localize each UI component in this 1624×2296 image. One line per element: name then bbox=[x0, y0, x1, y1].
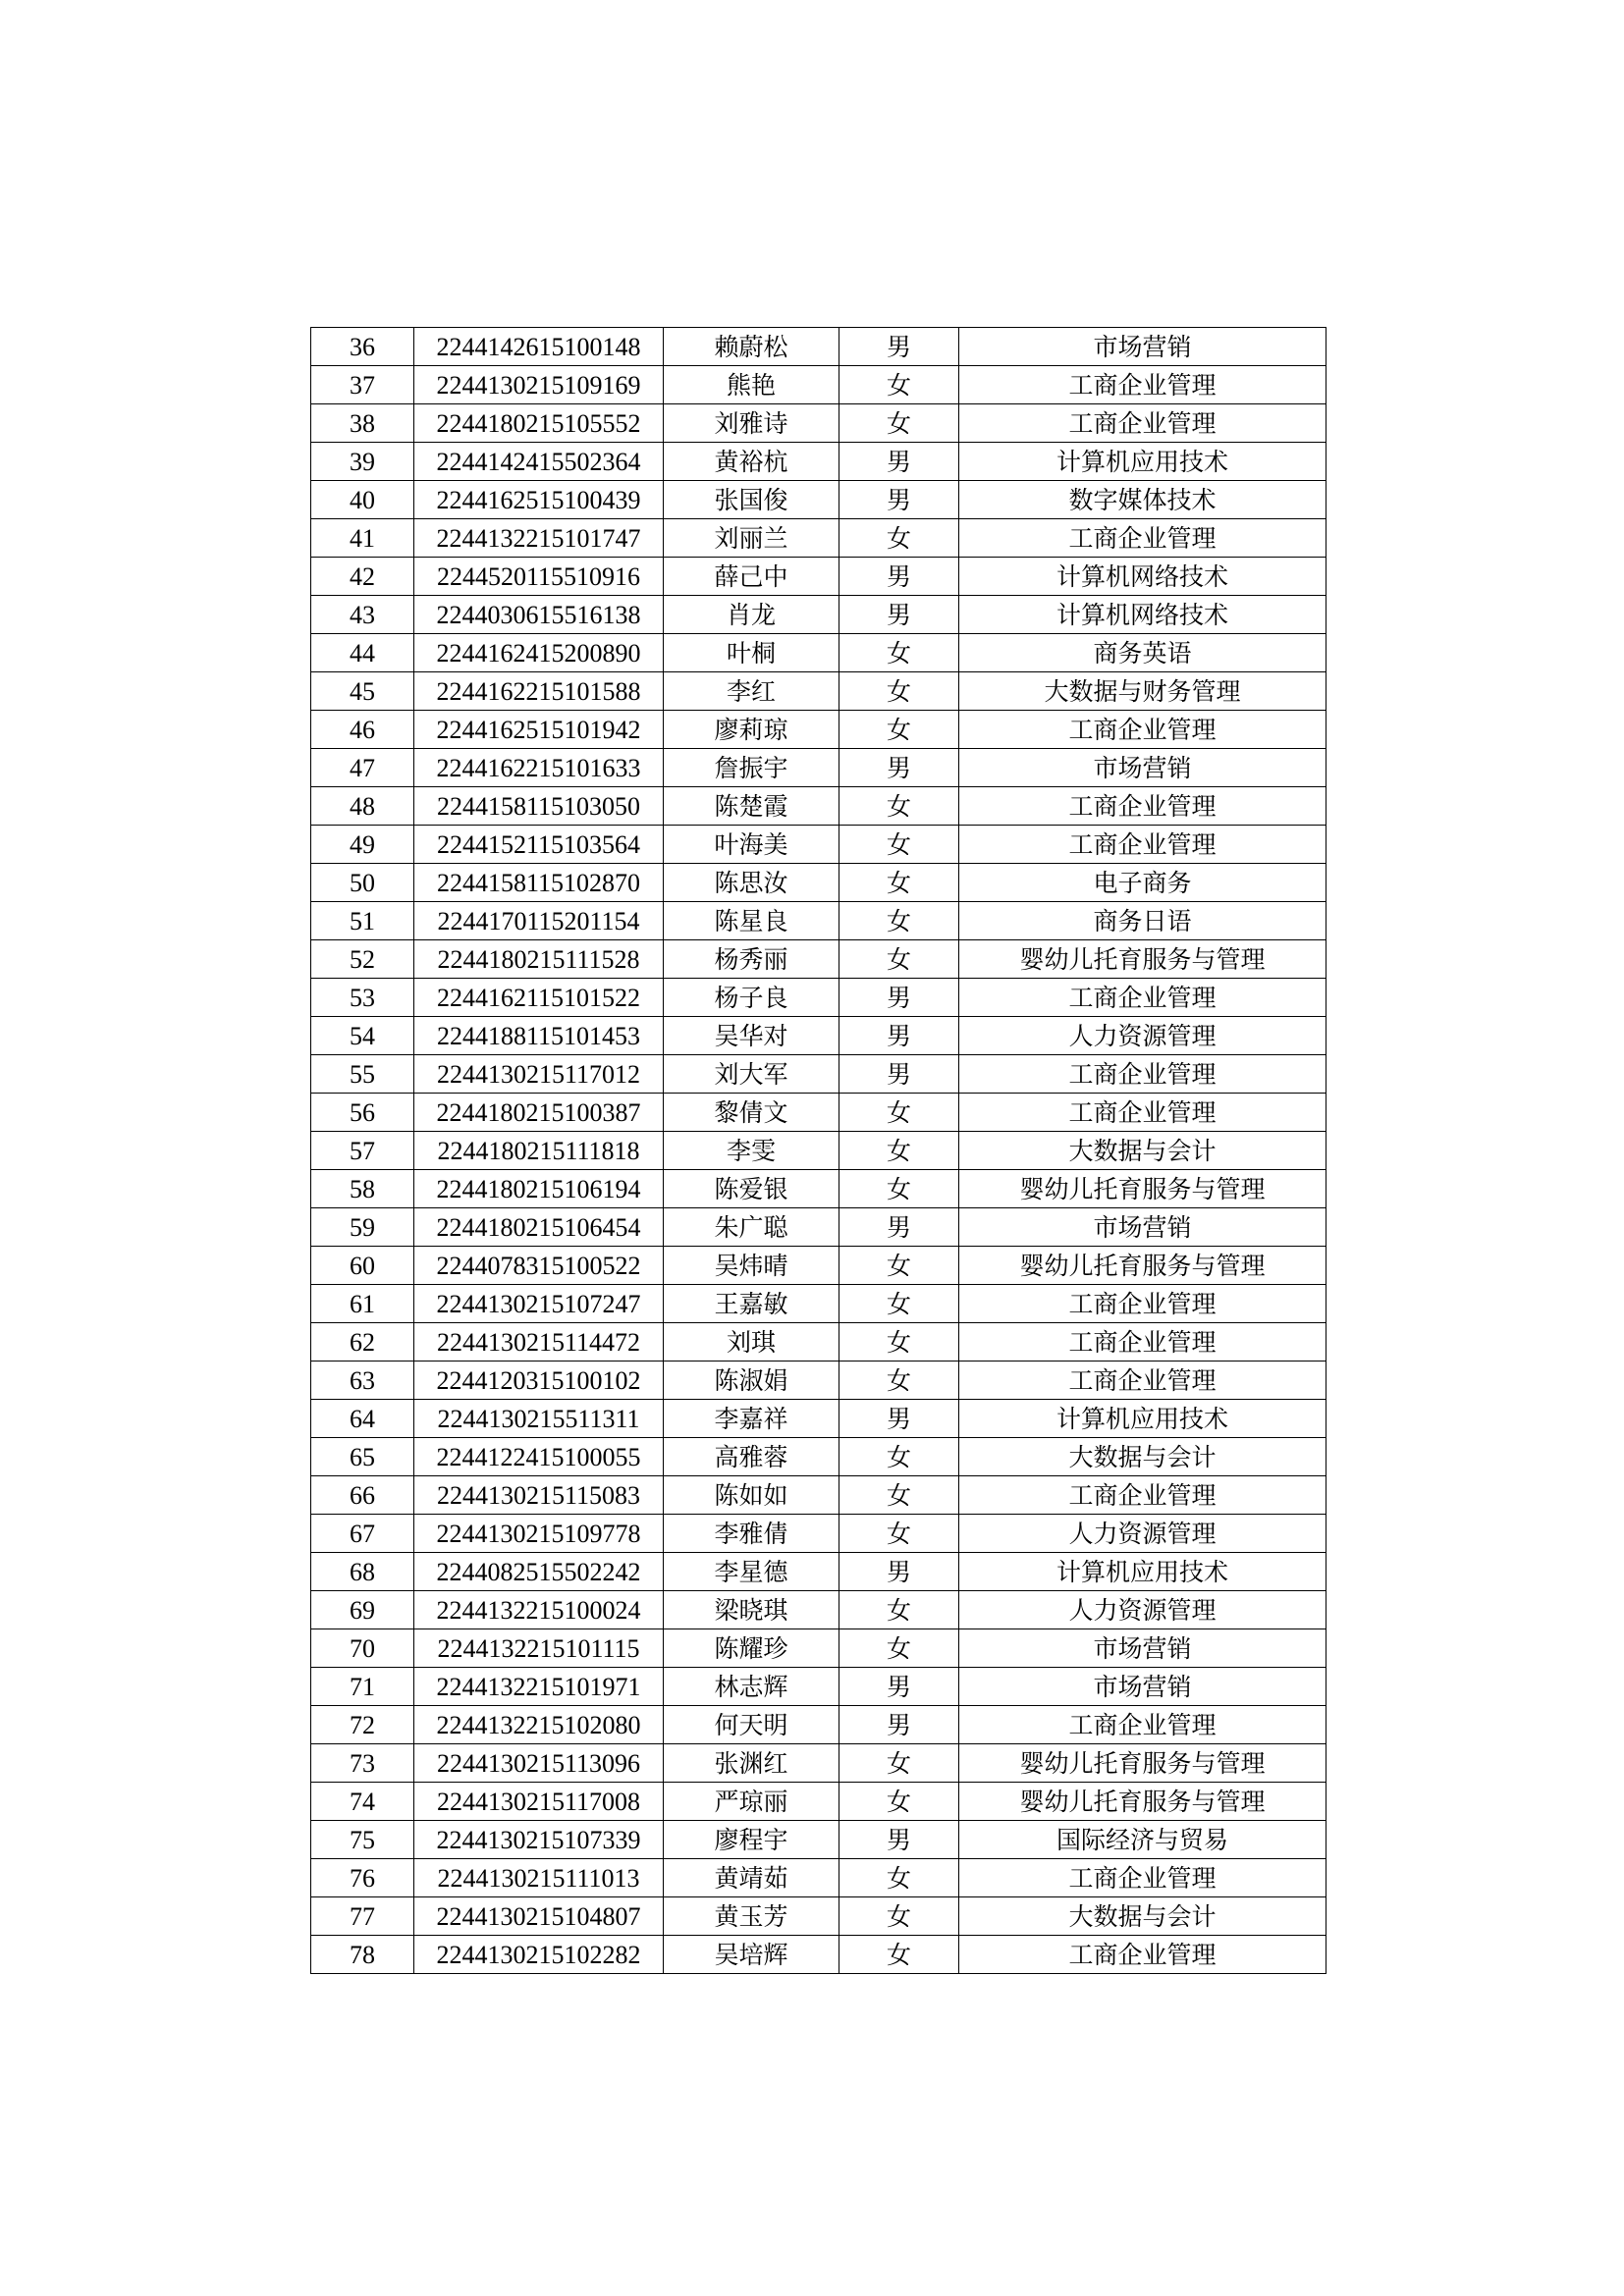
student-name-cell: 李雅倩 bbox=[664, 1515, 839, 1553]
major-cell: 数字媒体技术 bbox=[959, 481, 1326, 519]
table-row bbox=[311, 1897, 1326, 1936]
student-id-cell: 2244130215117012 bbox=[414, 1055, 664, 1094]
student-list-table bbox=[310, 327, 1326, 1974]
major-cell: 人力资源管理 bbox=[959, 1591, 1326, 1629]
gender-cell: 女 bbox=[839, 1323, 959, 1362]
table-row bbox=[311, 519, 1326, 558]
table-row bbox=[311, 1323, 1326, 1362]
gender-cell: 女 bbox=[839, 940, 959, 979]
row-number-cell: 47 bbox=[311, 749, 414, 787]
row-number-cell: 52 bbox=[311, 940, 414, 979]
row-number-cell: 44 bbox=[311, 634, 414, 672]
major-cell: 大数据与会计 bbox=[959, 1438, 1326, 1476]
gender-cell: 女 bbox=[839, 1783, 959, 1821]
row-number-cell: 71 bbox=[311, 1668, 414, 1706]
student-id-cell: 2244158115103050 bbox=[414, 787, 664, 826]
row-number-cell: 53 bbox=[311, 979, 414, 1017]
table-row bbox=[311, 1591, 1326, 1629]
row-number-cell: 68 bbox=[311, 1553, 414, 1591]
major-cell: 工商企业管理 bbox=[959, 787, 1326, 826]
student-name-cell: 李雯 bbox=[664, 1132, 839, 1170]
row-number-cell: 58 bbox=[311, 1170, 414, 1208]
row-number-cell: 41 bbox=[311, 519, 414, 558]
major-cell: 婴幼儿托育服务与管理 bbox=[959, 1247, 1326, 1285]
student-id-cell: 2244030615516138 bbox=[414, 596, 664, 634]
row-number-cell: 43 bbox=[311, 596, 414, 634]
row-number-cell: 65 bbox=[311, 1438, 414, 1476]
major-cell: 商务英语 bbox=[959, 634, 1326, 672]
gender-cell: 女 bbox=[839, 787, 959, 826]
table-row bbox=[311, 979, 1326, 1017]
row-number-cell: 62 bbox=[311, 1323, 414, 1362]
student-id-cell: 2244132215101971 bbox=[414, 1668, 664, 1706]
student-name-cell: 何天明 bbox=[664, 1706, 839, 1744]
student-id-cell: 2244152115103564 bbox=[414, 826, 664, 864]
major-cell: 工商企业管理 bbox=[959, 1476, 1326, 1515]
student-name-cell: 黄靖茹 bbox=[664, 1859, 839, 1897]
gender-cell: 女 bbox=[839, 1132, 959, 1170]
table-row bbox=[311, 864, 1326, 902]
gender-cell: 男 bbox=[839, 1208, 959, 1247]
row-number-cell: 66 bbox=[311, 1476, 414, 1515]
major-cell: 人力资源管理 bbox=[959, 1017, 1326, 1055]
student-id-cell: 2244520115510916 bbox=[414, 558, 664, 596]
row-number-cell: 59 bbox=[311, 1208, 414, 1247]
student-id-cell: 2244130215102282 bbox=[414, 1936, 664, 1974]
major-cell: 工商企业管理 bbox=[959, 366, 1326, 404]
table-row bbox=[311, 1247, 1326, 1285]
student-id-cell: 2244162215101588 bbox=[414, 672, 664, 711]
student-name-cell: 黄裕杭 bbox=[664, 443, 839, 481]
row-number-cell: 54 bbox=[311, 1017, 414, 1055]
student-id-cell: 2244188115101453 bbox=[414, 1017, 664, 1055]
student-id-cell: 2244130215107339 bbox=[414, 1821, 664, 1859]
major-cell: 电子商务 bbox=[959, 864, 1326, 902]
student-name-cell: 朱广聪 bbox=[664, 1208, 839, 1247]
row-number-cell: 45 bbox=[311, 672, 414, 711]
table-row bbox=[311, 481, 1326, 519]
gender-cell: 男 bbox=[839, 1017, 959, 1055]
major-cell: 大数据与财务管理 bbox=[959, 672, 1326, 711]
row-number-cell: 39 bbox=[311, 443, 414, 481]
student-id-cell: 2244130215511311 bbox=[414, 1400, 664, 1438]
gender-cell: 女 bbox=[839, 711, 959, 749]
student-name-cell: 刘雅诗 bbox=[664, 404, 839, 443]
gender-cell: 女 bbox=[839, 1897, 959, 1936]
table-row bbox=[311, 558, 1326, 596]
student-id-cell: 2244180215111818 bbox=[414, 1132, 664, 1170]
major-cell: 工商企业管理 bbox=[959, 1055, 1326, 1094]
major-cell: 计算机应用技术 bbox=[959, 1553, 1326, 1591]
student-list-body bbox=[311, 328, 1326, 1974]
major-cell: 大数据与会计 bbox=[959, 1897, 1326, 1936]
major-cell: 计算机网络技术 bbox=[959, 596, 1326, 634]
student-id-cell: 2244130215107247 bbox=[414, 1285, 664, 1323]
student-id-cell: 2244122415100055 bbox=[414, 1438, 664, 1476]
student-id-cell: 2244162515101942 bbox=[414, 711, 664, 749]
gender-cell: 女 bbox=[839, 519, 959, 558]
table-row bbox=[311, 1400, 1326, 1438]
student-name-cell: 廖程宇 bbox=[664, 1821, 839, 1859]
table-row bbox=[311, 1821, 1326, 1859]
student-id-cell: 2244180215100387 bbox=[414, 1094, 664, 1132]
table-row bbox=[311, 443, 1326, 481]
student-id-cell: 2244180215106454 bbox=[414, 1208, 664, 1247]
student-id-cell: 2244142415502364 bbox=[414, 443, 664, 481]
student-name-cell: 张国俊 bbox=[664, 481, 839, 519]
row-number-cell: 67 bbox=[311, 1515, 414, 1553]
major-cell: 工商企业管理 bbox=[959, 711, 1326, 749]
student-name-cell: 林志辉 bbox=[664, 1668, 839, 1706]
student-id-cell: 2244130215114472 bbox=[414, 1323, 664, 1362]
row-number-cell: 51 bbox=[311, 902, 414, 940]
student-name-cell: 陈爱银 bbox=[664, 1170, 839, 1208]
row-number-cell: 57 bbox=[311, 1132, 414, 1170]
row-number-cell: 77 bbox=[311, 1897, 414, 1936]
student-name-cell: 詹振宇 bbox=[664, 749, 839, 787]
student-name-cell: 刘丽兰 bbox=[664, 519, 839, 558]
row-number-cell: 75 bbox=[311, 1821, 414, 1859]
student-id-cell: 2244180215105552 bbox=[414, 404, 664, 443]
table-row bbox=[311, 1362, 1326, 1400]
student-id-cell: 2244132215100024 bbox=[414, 1591, 664, 1629]
table-row bbox=[311, 1783, 1326, 1821]
student-name-cell: 陈如如 bbox=[664, 1476, 839, 1515]
major-cell: 工商企业管理 bbox=[959, 519, 1326, 558]
major-cell: 市场营销 bbox=[959, 1208, 1326, 1247]
major-cell: 大数据与会计 bbox=[959, 1132, 1326, 1170]
gender-cell: 女 bbox=[839, 672, 959, 711]
gender-cell: 男 bbox=[839, 1553, 959, 1591]
gender-cell: 男 bbox=[839, 558, 959, 596]
gender-cell: 男 bbox=[839, 328, 959, 366]
student-id-cell: 2244132215101747 bbox=[414, 519, 664, 558]
student-name-cell: 李嘉祥 bbox=[664, 1400, 839, 1438]
student-id-cell: 2244162115101522 bbox=[414, 979, 664, 1017]
student-name-cell: 廖莉琼 bbox=[664, 711, 839, 749]
row-number-cell: 78 bbox=[311, 1936, 414, 1974]
gender-cell: 男 bbox=[839, 979, 959, 1017]
gender-cell: 女 bbox=[839, 1438, 959, 1476]
student-name-cell: 黎倩文 bbox=[664, 1094, 839, 1132]
gender-cell: 女 bbox=[839, 864, 959, 902]
table-row bbox=[311, 1668, 1326, 1706]
major-cell: 市场营销 bbox=[959, 328, 1326, 366]
table-row bbox=[311, 1859, 1326, 1897]
table-row bbox=[311, 1438, 1326, 1476]
student-name-cell: 梁晓琪 bbox=[664, 1591, 839, 1629]
student-id-cell: 2244078315100522 bbox=[414, 1247, 664, 1285]
row-number-cell: 64 bbox=[311, 1400, 414, 1438]
gender-cell: 女 bbox=[839, 1247, 959, 1285]
major-cell: 计算机应用技术 bbox=[959, 1400, 1326, 1438]
student-id-cell: 2244132215101115 bbox=[414, 1629, 664, 1668]
table-row bbox=[311, 902, 1326, 940]
table-row bbox=[311, 826, 1326, 864]
student-name-cell: 吴炜晴 bbox=[664, 1247, 839, 1285]
major-cell: 婴幼儿托育服务与管理 bbox=[959, 1170, 1326, 1208]
gender-cell: 女 bbox=[839, 902, 959, 940]
major-cell: 工商企业管理 bbox=[959, 404, 1326, 443]
gender-cell: 男 bbox=[839, 596, 959, 634]
table-row bbox=[311, 1094, 1326, 1132]
table-row bbox=[311, 787, 1326, 826]
gender-cell: 女 bbox=[839, 404, 959, 443]
student-id-cell: 2244170115201154 bbox=[414, 902, 664, 940]
major-cell: 工商企业管理 bbox=[959, 1094, 1326, 1132]
student-name-cell: 高雅蓉 bbox=[664, 1438, 839, 1476]
student-id-cell: 2244162215101633 bbox=[414, 749, 664, 787]
major-cell: 工商企业管理 bbox=[959, 826, 1326, 864]
table-row bbox=[311, 1170, 1326, 1208]
major-cell: 工商企业管理 bbox=[959, 979, 1326, 1017]
student-id-cell: 2244130215111013 bbox=[414, 1859, 664, 1897]
major-cell: 工商企业管理 bbox=[959, 1706, 1326, 1744]
student-name-cell: 刘大军 bbox=[664, 1055, 839, 1094]
gender-cell: 男 bbox=[839, 1668, 959, 1706]
table-row bbox=[311, 1285, 1326, 1323]
major-cell: 计算机网络技术 bbox=[959, 558, 1326, 596]
table-row bbox=[311, 596, 1326, 634]
student-name-cell: 陈思汝 bbox=[664, 864, 839, 902]
major-cell: 国际经济与贸易 bbox=[959, 1821, 1326, 1859]
table-row bbox=[311, 711, 1326, 749]
row-number-cell: 76 bbox=[311, 1859, 414, 1897]
major-cell: 市场营销 bbox=[959, 1629, 1326, 1668]
major-cell: 市场营销 bbox=[959, 749, 1326, 787]
table-row bbox=[311, 1553, 1326, 1591]
row-number-cell: 48 bbox=[311, 787, 414, 826]
major-cell: 人力资源管理 bbox=[959, 1515, 1326, 1553]
student-id-cell: 2244162415200890 bbox=[414, 634, 664, 672]
student-name-cell: 李星德 bbox=[664, 1553, 839, 1591]
row-number-cell: 46 bbox=[311, 711, 414, 749]
student-name-cell: 杨子良 bbox=[664, 979, 839, 1017]
row-number-cell: 49 bbox=[311, 826, 414, 864]
student-id-cell: 2244180215111528 bbox=[414, 940, 664, 979]
student-id-cell: 2244120315100102 bbox=[414, 1362, 664, 1400]
student-name-cell: 陈楚霞 bbox=[664, 787, 839, 826]
gender-cell: 女 bbox=[839, 1629, 959, 1668]
student-id-cell: 2244180215106194 bbox=[414, 1170, 664, 1208]
student-name-cell: 陈耀珍 bbox=[664, 1629, 839, 1668]
table-row bbox=[311, 749, 1326, 787]
row-number-cell: 69 bbox=[311, 1591, 414, 1629]
row-number-cell: 42 bbox=[311, 558, 414, 596]
row-number-cell: 60 bbox=[311, 1247, 414, 1285]
student-id-cell: 2244130215109169 bbox=[414, 366, 664, 404]
student-name-cell: 严琼丽 bbox=[664, 1783, 839, 1821]
row-number-cell: 61 bbox=[311, 1285, 414, 1323]
gender-cell: 女 bbox=[839, 1170, 959, 1208]
major-cell: 工商企业管理 bbox=[959, 1859, 1326, 1897]
student-id-cell: 2244132215102080 bbox=[414, 1706, 664, 1744]
row-number-cell: 40 bbox=[311, 481, 414, 519]
major-cell: 婴幼儿托育服务与管理 bbox=[959, 1783, 1326, 1821]
gender-cell: 女 bbox=[839, 1936, 959, 1974]
student-id-cell: 2244130215113096 bbox=[414, 1744, 664, 1783]
table-row bbox=[311, 404, 1326, 443]
gender-cell: 女 bbox=[839, 1094, 959, 1132]
table-row bbox=[311, 366, 1326, 404]
student-name-cell: 叶海美 bbox=[664, 826, 839, 864]
gender-cell: 男 bbox=[839, 1055, 959, 1094]
student-name-cell: 李红 bbox=[664, 672, 839, 711]
table-row bbox=[311, 1132, 1326, 1170]
gender-cell: 男 bbox=[839, 749, 959, 787]
major-cell: 商务日语 bbox=[959, 902, 1326, 940]
gender-cell: 女 bbox=[839, 1744, 959, 1783]
major-cell: 工商企业管理 bbox=[959, 1323, 1326, 1362]
table-row bbox=[311, 1706, 1326, 1744]
table-row bbox=[311, 1629, 1326, 1668]
student-id-cell: 2244130215104807 bbox=[414, 1897, 664, 1936]
row-number-cell: 55 bbox=[311, 1055, 414, 1094]
student-id-cell: 2244142615100148 bbox=[414, 328, 664, 366]
major-cell: 婴幼儿托育服务与管理 bbox=[959, 940, 1326, 979]
student-id-cell: 2244130215117008 bbox=[414, 1783, 664, 1821]
table-row bbox=[311, 672, 1326, 711]
row-number-cell: 37 bbox=[311, 366, 414, 404]
row-number-cell: 38 bbox=[311, 404, 414, 443]
gender-cell: 男 bbox=[839, 1706, 959, 1744]
major-cell: 工商企业管理 bbox=[959, 1285, 1326, 1323]
student-name-cell: 陈淑娟 bbox=[664, 1362, 839, 1400]
student-name-cell: 叶桐 bbox=[664, 634, 839, 672]
gender-cell: 女 bbox=[839, 1859, 959, 1897]
student-name-cell: 杨秀丽 bbox=[664, 940, 839, 979]
row-number-cell: 73 bbox=[311, 1744, 414, 1783]
major-cell: 计算机应用技术 bbox=[959, 443, 1326, 481]
table-row bbox=[311, 1055, 1326, 1094]
row-number-cell: 56 bbox=[311, 1094, 414, 1132]
row-number-cell: 50 bbox=[311, 864, 414, 902]
row-number-cell: 36 bbox=[311, 328, 414, 366]
major-cell: 婴幼儿托育服务与管理 bbox=[959, 1744, 1326, 1783]
gender-cell: 女 bbox=[839, 1515, 959, 1553]
student-name-cell: 王嘉敏 bbox=[664, 1285, 839, 1323]
row-number-cell: 63 bbox=[311, 1362, 414, 1400]
table-row bbox=[311, 1017, 1326, 1055]
gender-cell: 女 bbox=[839, 1285, 959, 1323]
major-cell: 工商企业管理 bbox=[959, 1936, 1326, 1974]
student-name-cell: 薛己中 bbox=[664, 558, 839, 596]
table-row bbox=[311, 634, 1326, 672]
student-id-cell: 2244130215109778 bbox=[414, 1515, 664, 1553]
major-cell: 工商企业管理 bbox=[959, 1362, 1326, 1400]
table-row bbox=[311, 1936, 1326, 1974]
student-name-cell: 肖龙 bbox=[664, 596, 839, 634]
row-number-cell: 70 bbox=[311, 1629, 414, 1668]
gender-cell: 女 bbox=[839, 634, 959, 672]
table-row bbox=[311, 1515, 1326, 1553]
student-id-cell: 2244162515100439 bbox=[414, 481, 664, 519]
gender-cell: 女 bbox=[839, 366, 959, 404]
student-name-cell: 陈星良 bbox=[664, 902, 839, 940]
gender-cell: 男 bbox=[839, 443, 959, 481]
table-row bbox=[311, 1476, 1326, 1515]
gender-cell: 男 bbox=[839, 1821, 959, 1859]
table-row bbox=[311, 1744, 1326, 1783]
major-cell: 市场营销 bbox=[959, 1668, 1326, 1706]
student-name-cell: 吴华对 bbox=[664, 1017, 839, 1055]
student-id-cell: 2244130215115083 bbox=[414, 1476, 664, 1515]
student-name-cell: 吴培辉 bbox=[664, 1936, 839, 1974]
row-number-cell: 72 bbox=[311, 1706, 414, 1744]
student-name-cell: 张渊红 bbox=[664, 1744, 839, 1783]
gender-cell: 女 bbox=[839, 1362, 959, 1400]
row-number-cell: 74 bbox=[311, 1783, 414, 1821]
gender-cell: 女 bbox=[839, 826, 959, 864]
student-name-cell: 熊艳 bbox=[664, 366, 839, 404]
student-name-cell: 黄玉芳 bbox=[664, 1897, 839, 1936]
gender-cell: 男 bbox=[839, 1400, 959, 1438]
table-row bbox=[311, 1208, 1326, 1247]
table-row bbox=[311, 328, 1326, 366]
student-id-cell: 2244158115102870 bbox=[414, 864, 664, 902]
gender-cell: 女 bbox=[839, 1476, 959, 1515]
gender-cell: 男 bbox=[839, 481, 959, 519]
student-name-cell: 刘琪 bbox=[664, 1323, 839, 1362]
student-name-cell: 赖蔚松 bbox=[664, 328, 839, 366]
table-row bbox=[311, 940, 1326, 979]
student-id-cell: 2244082515502242 bbox=[414, 1553, 664, 1591]
gender-cell: 女 bbox=[839, 1591, 959, 1629]
